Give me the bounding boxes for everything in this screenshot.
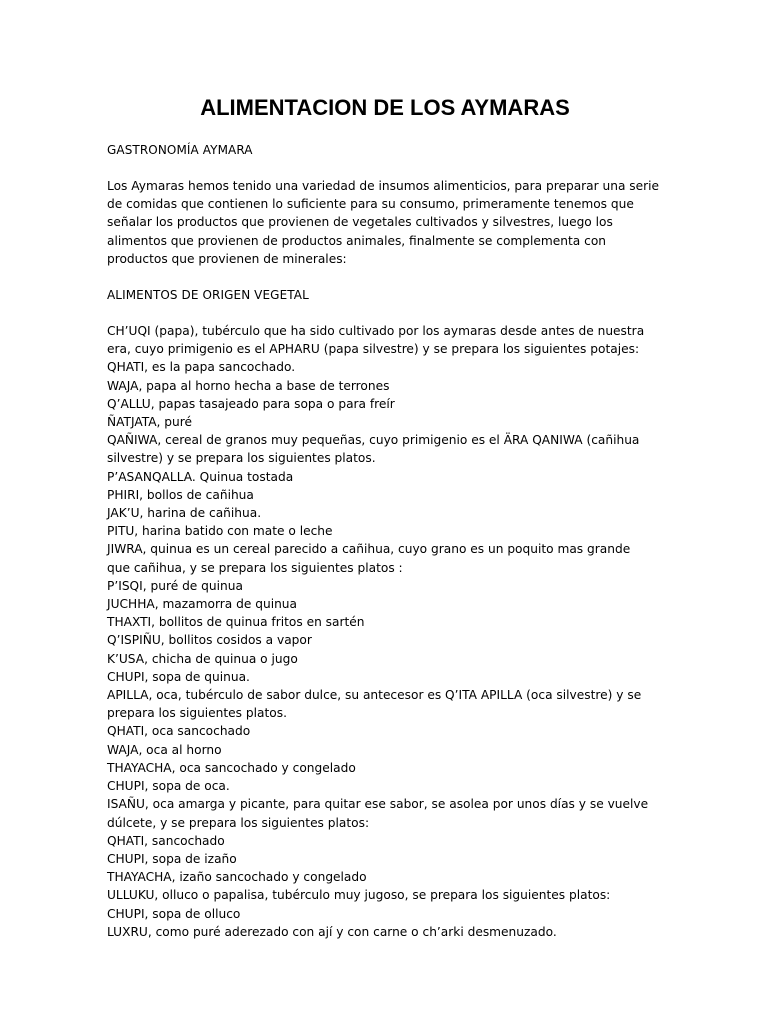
text-line: JUCHHA, mazamorra de quinua — [107, 597, 297, 612]
intro-line: productos que provienen de minerales: — [107, 251, 347, 266]
text-line: WAJA, oca al horno — [107, 742, 222, 757]
text-line: prepara los siguientes platos. — [107, 706, 287, 721]
text-line: CHUPI, sopa de quinua. — [107, 669, 250, 684]
text-line: que cañihua, y se prepara los siguientes platos : — [107, 560, 403, 575]
section-heading-gastronomia: GASTRONOMÍA AYMARA — [107, 143, 253, 157]
document-page — [107, 94, 707, 941]
text-line: dúlcete, y se prepara los siguientes platos: — [107, 815, 370, 830]
text-line: APILLA, oca, tubérculo de sabor dulce, su antecesor es Q’ITA APILLA (oca silvestre) y se — [107, 688, 642, 703]
text-line: THAXTI, bollitos de quinua fritos en sartén — [107, 615, 365, 630]
text-line: Q’ALLU, papas tasajeado para sopa o para freír — [107, 396, 395, 411]
text-line: CHUPI, sopa de olluco — [107, 906, 241, 921]
text-line: era, cuyo primigenio es el APHARU (papa silvestre) y se prepara los siguientes potajes: — [107, 342, 640, 357]
document-title: ALIMENTACION DE LOS AYMARAS — [200, 95, 570, 120]
intro-line: Los Aymaras hemos tenido una variedad de insumos alimenticios, para preparar una serie — [107, 179, 660, 193]
text-line: THAYACHA, oca sancochado y congelado — [107, 760, 356, 775]
text-line: CHUPI, sopa de izaño — [107, 851, 237, 866]
text-line: JIWRA, quinua es un cereal parecido a cañihua, cuyo grano es un poquito mas grande — [107, 542, 631, 557]
intro-paragraph — [107, 177, 707, 268]
text-line: PITU, harina batido con mate o leche — [107, 524, 333, 539]
text-line: QHATI, oca sancochado — [107, 724, 251, 739]
intro-line: señalar los productos que provienen de vegetales cultivados y silvestres, luego los — [107, 215, 613, 230]
text-line: JAK’U, harina de cañihua. — [107, 506, 262, 521]
text-line: silvestre) y se prepara los siguientes platos. — [107, 451, 376, 466]
intro-line: de comidas que contienen lo suficiente para su consumo, primeramente tenemos que — [107, 197, 634, 212]
text-line: P’ASANQALLA. Quinua tostada — [107, 469, 294, 484]
text-line: LUXRU, como puré aderezado con ají y con carne o ch’arki desmenuzado. — [107, 924, 557, 939]
text-line: K’USA, chicha de quinua o jugo — [107, 651, 298, 666]
text-line: PHIRI, bollos de cañihua — [107, 487, 254, 502]
food-list — [107, 322, 707, 941]
text-line: ULLUKU, olluco o papalisa, tubérculo muy jugoso, se prepara los siguientes platos: — [107, 888, 611, 903]
text-line: QHATI, sancochado — [107, 833, 225, 848]
text-line: QAÑIWA, cereal de granos muy pequeñas, cuyo primigenio es el ÄRA QANIWA (cañihua — [107, 433, 640, 448]
text-line: THAYACHA, izaño sancochado y congelado — [107, 870, 367, 885]
text-line: Q’ISPIÑU, bollitos cosidos a vapor — [107, 633, 312, 648]
text-line: ISAÑU, oca amarga y picante, para quitar ese sabor, se asolea por unos días y se vuelve — [107, 797, 649, 812]
text-line: CH’UQI (papa), tubérculo que ha sido cultivado por los aymaras desde antes de nuestra — [107, 324, 645, 339]
text-line: WAJA, papa al horno hecha a base de terrones — [107, 378, 390, 393]
text-line: QHATI, es la papa sancochado. — [107, 360, 296, 375]
section-heading-vegetal: ALIMENTOS DE ORIGEN VEGETAL — [107, 288, 309, 303]
text-line: P’ISQI, puré de quinua — [107, 578, 243, 593]
intro-line: alimentos que provienen de productos animales, finalmente se complementa con — [107, 233, 607, 248]
text-line: CHUPI, sopa de oca. — [107, 779, 230, 794]
text-line: ÑATJATA, puré — [107, 415, 193, 430]
